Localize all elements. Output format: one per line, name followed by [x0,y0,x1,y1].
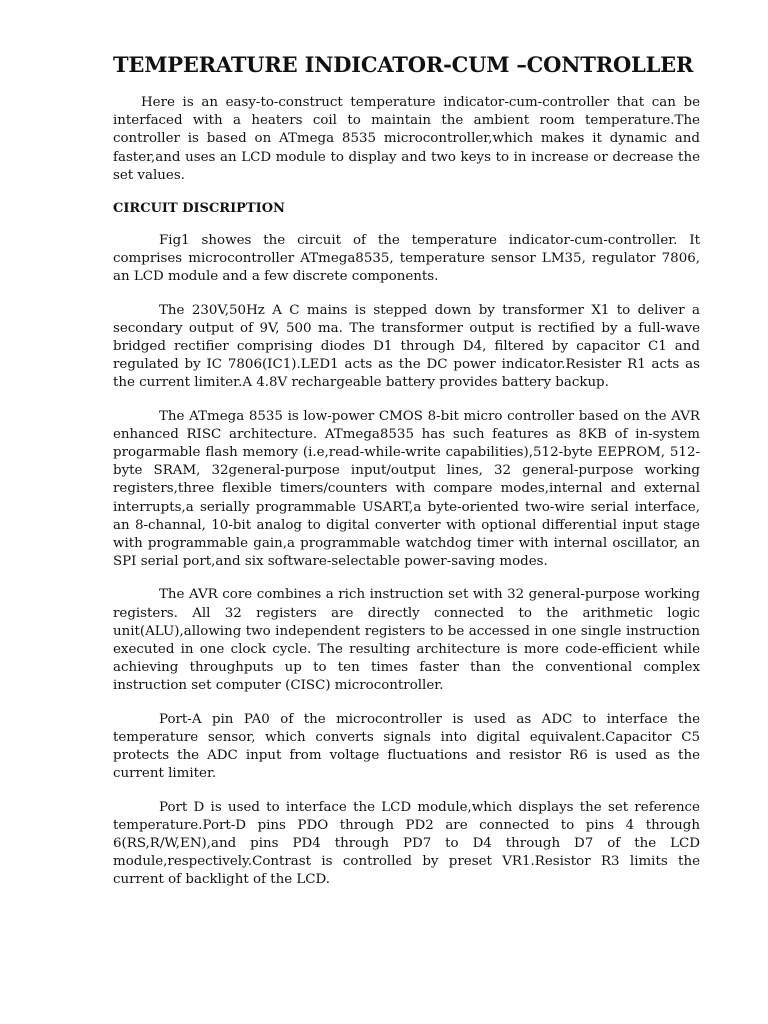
section-heading: CIRCUIT DISCRIPTION [113,201,285,217]
paragraph-adc-port-a: Port-A pin PA0 of the microcontroller is used as ADC to interface the temperature sensor, which converts signals into digital equivalent.Capacitor C5 protects the ADC input from voltage fluctuations and resistor R6 is used as the current limiter. [113,711,700,782]
paragraph-power-supply: The 230V,50Hz A C mains is stepped down by transformer X1 to deliver a secondary output of 9V, 500 ma. The transformer output is rectified by a full-wave bridged rectifier comprising diodes D1 through D4, filtered by capacitor C1 and regulated by IC 7806(IC1).LED1 acts as the DC power indicator.Resister R1 acts as the current limiter.A 4.8V rechargeable battery provides battery backup. [113,302,700,391]
document-page [113,50,700,905]
paragraph-atmega-features: The ATmega 8535 is low-power CMOS 8-bit micro controller based on the AVR enhanced RISC architecture. ATmega8535 has such features as 8KB of in-system progarmable flash memory (i.e,read-while-write capabilities),512-byte EEPROM, 512-byte SRAM, 32general-purpose input/output lines, 32 general-purpose working registers,three flexible timers/counters with compare modes,internal and external interrupts,a serially programmable USART,a byte-oriented two-wire serial interface, an 8-channal, 10-bit analog to digital converter with optional differential input stage with programmable gain,a programmable watchdog timer with internal oscillator, an SPI serial port,and six software-selectable power-saving modes. [113,408,700,570]
paragraph-avr-core: The AVR core combines a rich instruction set with 32 general-purpose working registers. All 32 registers are directly connected to the arithmetic logic unit(ALU),allowing two independent registers to be accessed in one single instruction executed in one clock cycle. The resulting architecture is more code-efficient while achieving throughputs up to ten times faster than the conventional complex instruction set computer (CISC) microcontroller. [113,587,700,694]
document-title: TEMPERATURE INDICATOR-CUM –CONTROLLER [113,52,694,77]
paragraph-circuit-overview: Fig1 showes the circuit of the temperature indicator-cum-controller. It comprises microcontroller ATmega8535, temperature sensor LM35, regulator 7806, an LCD module and a few discrete components. [113,233,700,285]
paragraph-lcd-port-d: Port D is used to interface the LCD module,which displays the set reference temperature.Port-D pins PDO through PD2 are connected to pins 4 through 6(RS,R/W,EN),and pins PD4 through PD7 to D4 through D7 of the LCD module,respectively.Contrast is controlled by preset VR1.Resistor R3 limits the current of backlight of the LCD. [113,799,700,888]
intro-paragraph: Here is an easy-to-construct temperature indicator-cum-controller that can be interfaced with a heaters coil to maintain the ambient room temperature.The controller is based on ATmega 8535 microcontroller,which makes it dynamic and faster,and uses an LCD module to display and two keys to in increase or decrease the set values. [113,95,700,183]
